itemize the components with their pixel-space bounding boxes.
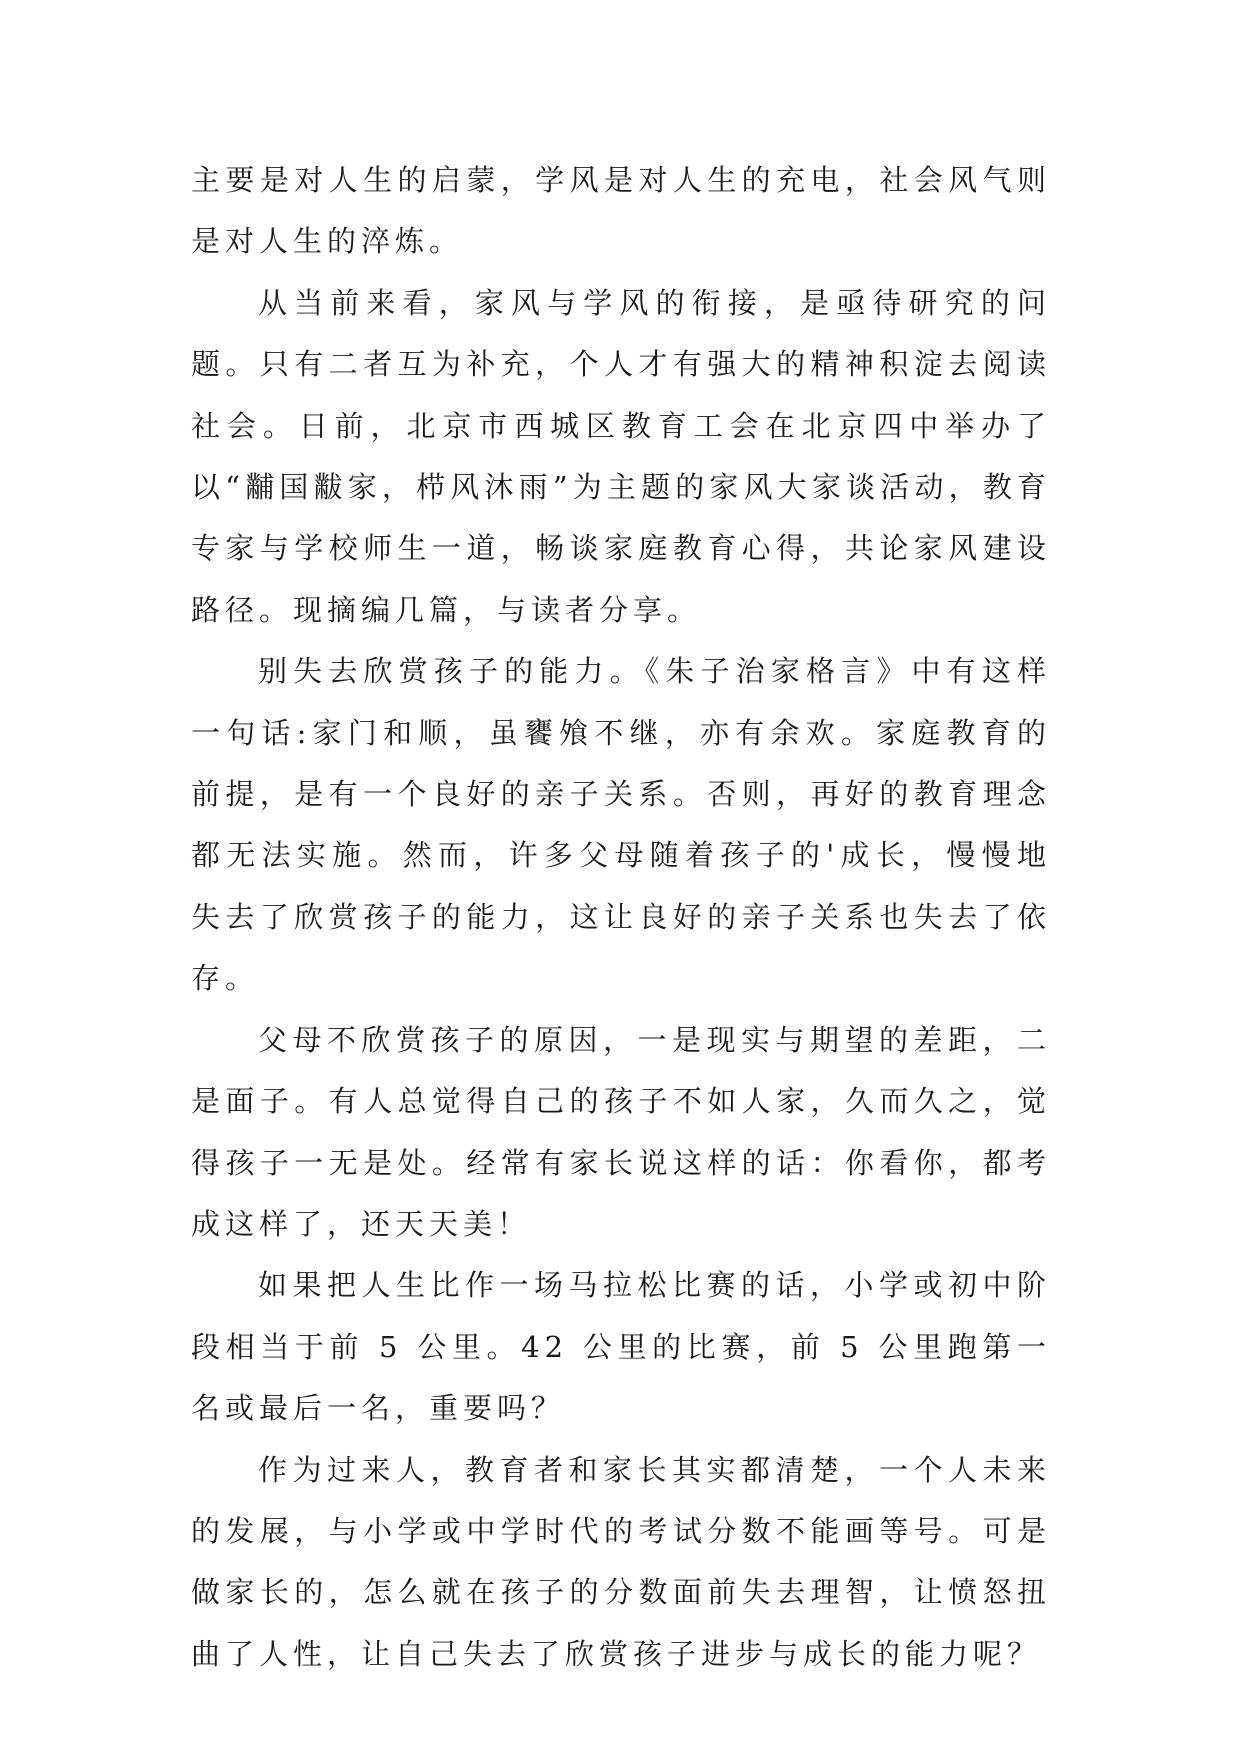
paragraph-1: 主要是对人生的启蒙，学风是对人生的充电，社会风气则是对人生的淬炼。	[191, 163, 1051, 259]
paragraph-6: 作为过来人，教育者和家长其实都清楚，一个人未来的发展，与小学或中学时代的考试分数不能画等号。可是做家长的，怎么就在孩子的分数面前失去理智，让愤怒扭曲了人性，让自己失去了欣赏孩子进步与成长的能力呢？	[191, 1452, 1051, 1671]
paragraph-5: 如果把人生比作一场马拉松比赛的话，小学或初中阶段相当于前 5 公里。42 公里的比赛，前 5 公里跑第一名或最后一名，重要吗？	[191, 1268, 1051, 1426]
paragraph-2: 从当前来看，家风与学风的衔接，是亟待研究的问题。只有二者互为补充，个人才有强大的精神积淀去阅读社会。日前，北京市西城区教育工会在北京四中举办了以“黼国黻家，栉风沐雨”为主题的家风大家谈活动，教育专家与学校师生一道，畅谈家庭教育心得，共论家风建设路径。现摘编几篇，与读者分享。	[191, 285, 1051, 627]
paragraph-3: 别失去欣赏孩子的能力。《朱子治家格言》中有这样一句话:家门和顺，虽饔飧不继，亦有余欢。家庭教育的前提，是有一个良好的亲子关系。否则，再好的教育理念都无法实施。然而，许多父母随着孩子的'成长，慢慢地失去了欣赏孩子的能力，这让良好的亲子关系也失去了依存。	[191, 654, 1051, 996]
document-page	[191, 150, 1051, 1685]
paragraph-4: 父母不欣赏孩子的原因，一是现实与期望的差距，二是面子。有人总觉得自己的孩子不如人家，久而久之，觉得孩子一无是处。经常有家长说这样的话：你看你，都考成这样了，还天天美！	[191, 1022, 1051, 1241]
